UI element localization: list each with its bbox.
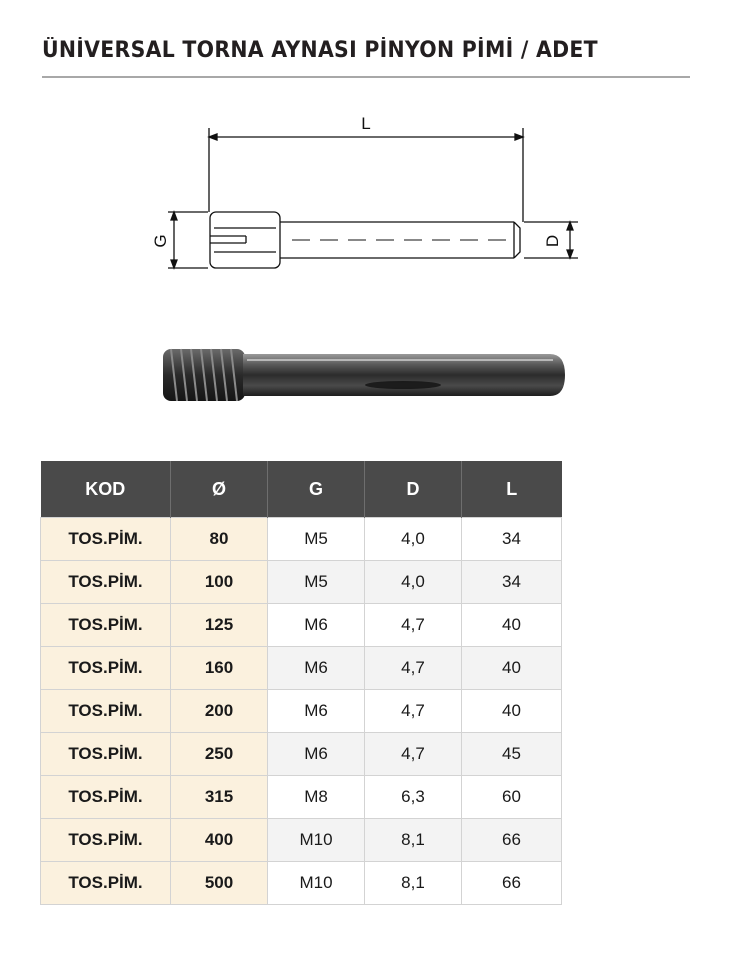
cell-l: 66	[462, 819, 562, 862]
cell-g: M6	[268, 647, 365, 690]
cell-kod: TOS.PİM.	[41, 776, 171, 819]
table-row	[41, 862, 562, 905]
cell-l: 34	[462, 561, 562, 604]
cell-d: 4,0	[365, 561, 462, 604]
table-row	[41, 690, 562, 733]
cell-diameter: 250	[171, 733, 268, 776]
cell-diameter: 400	[171, 819, 268, 862]
cell-l: 34	[462, 518, 562, 561]
table-row	[41, 518, 562, 561]
cell-kod: TOS.PİM.	[41, 733, 171, 776]
dimension-label-d: D	[543, 234, 562, 248]
cell-d: 4,7	[365, 733, 462, 776]
cell-g: M6	[268, 733, 365, 776]
cell-d: 4,7	[365, 604, 462, 647]
dimension-label-g: G	[151, 234, 170, 248]
cell-diameter: 500	[171, 862, 268, 905]
cell-kod: TOS.PİM.	[41, 690, 171, 733]
cell-l: 40	[462, 690, 562, 733]
table-row	[41, 604, 562, 647]
cell-diameter: 80	[171, 518, 268, 561]
cell-l: 40	[462, 604, 562, 647]
cell-d: 8,1	[365, 862, 462, 905]
cell-diameter: 315	[171, 776, 268, 819]
cell-d: 8,1	[365, 819, 462, 862]
cell-kod: TOS.PİM.	[41, 647, 171, 690]
cell-d: 4,0	[365, 518, 462, 561]
cell-d: 4,7	[365, 690, 462, 733]
header-diameter: Ø	[171, 461, 268, 518]
pin-product-photo	[155, 336, 575, 416]
cell-d: 4,7	[365, 647, 462, 690]
cell-g: M10	[268, 819, 365, 862]
cell-l: 40	[462, 647, 562, 690]
cell-g: M8	[268, 776, 365, 819]
cell-kod: TOS.PİM.	[41, 819, 171, 862]
cell-diameter: 100	[171, 561, 268, 604]
table-row	[41, 776, 562, 819]
cell-diameter: 200	[171, 690, 268, 733]
cell-l: 66	[462, 862, 562, 905]
spec-table	[40, 461, 562, 905]
cell-kod: TOS.PİM.	[41, 862, 171, 905]
cell-g: M6	[268, 690, 365, 733]
cell-kod: TOS.PİM.	[41, 604, 171, 647]
pin-technical-drawing	[150, 110, 600, 280]
header-d: D	[365, 461, 462, 518]
table-row	[41, 647, 562, 690]
cell-diameter: 125	[171, 604, 268, 647]
table-row	[41, 733, 562, 776]
header-l: L	[462, 461, 562, 518]
header-g: G	[268, 461, 365, 518]
cell-g: M10	[268, 862, 365, 905]
cell-kod: TOS.PİM.	[41, 561, 171, 604]
table-row	[41, 819, 562, 862]
cell-g: M5	[268, 518, 365, 561]
cell-g: M6	[268, 604, 365, 647]
cell-l: 45	[462, 733, 562, 776]
header-kod: KOD	[41, 461, 171, 518]
cell-l: 60	[462, 776, 562, 819]
cell-d: 6,3	[365, 776, 462, 819]
table-header-row	[41, 461, 562, 518]
cell-diameter: 160	[171, 647, 268, 690]
dimension-label-l: L	[361, 114, 371, 133]
cell-kod: TOS.PİM.	[41, 518, 171, 561]
table-row	[41, 561, 562, 604]
page-title: ÜNİVERSAL TORNA AYNASI PİNYON PİMİ / ADET	[42, 38, 598, 63]
title-divider	[42, 76, 690, 78]
cell-g: M5	[268, 561, 365, 604]
